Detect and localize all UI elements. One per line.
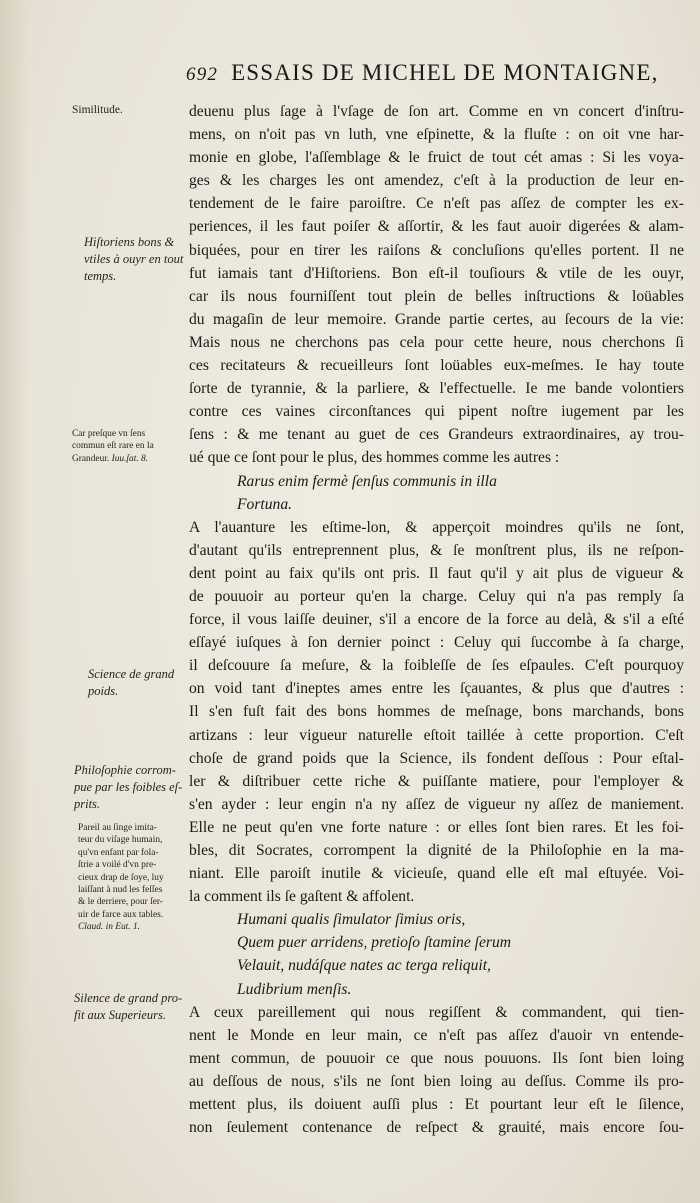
text-line: de pouuoir au porteur qu'en la charge. Celuy qui n'a pas remply ſa [189, 587, 684, 605]
margin-line: Science de grand [88, 667, 175, 681]
text-line: car ils nous fourniſſent tout plein de belles inſtructions & loüables [189, 287, 684, 305]
margin-line: Silence de grand pro- [74, 991, 183, 1005]
text-line: Elle ne peut qu'en vne forte nature : or elles ſont bien rares. Et les foi- [189, 818, 684, 836]
margin-citation: Claud. in Eut. 1. [78, 922, 140, 933]
text-line: A ceux pareillement qui nous regiſſent & commandent, qui tien- [189, 1003, 684, 1021]
page-header [186, 60, 686, 86]
text-line: A l'auanture les eſtime-lon, & apperçoit moindres qu'ils ne ſont, [189, 518, 684, 536]
margin-line [72, 453, 154, 465]
verse-line: Ludibrium menſis. [237, 980, 352, 998]
text-line: mens, on n'oit pas vn luth, vne eſpinette, & la fluſte : on oit vne har- [189, 126, 684, 144]
text-line: deuenu plus ſage à l'vſage de ſon art. Comme en vn concert d'inſtru- [189, 103, 684, 120]
text-line: ment commun, de pouuoir ce que nous pouuons. Ils ſont bien loing [189, 1049, 684, 1067]
margin-note-silence [74, 990, 182, 1024]
text-line: ſorte de tyrannie, & la parliere, & l'effectuelle. Ie me bande volontiers [189, 380, 684, 398]
margin-citation: Iuu.ſat. 8. [111, 453, 149, 464]
margin-line: Philoſophie corrom- [74, 763, 176, 777]
verse-line: Fortuna. [237, 495, 293, 513]
text-line: biquées, pour en tirer les raiſons & concluſions qu'elles portent. Il ne [189, 241, 684, 259]
text-line: ces recitateurs & recueilleurs ſont loüables eux-meſmes. Ie hay toute [189, 357, 684, 375]
text-line: force, il vous laiſſe deuiner, s'il a encore de la force au delà, & s'il a eſté [189, 611, 684, 629]
text-line: niant. Elle paroiſt inutile & vicieuſe, quand elle eſt mal eſtuyée. Voi- [189, 865, 684, 883]
text-line: tendement de le faire paroiſtre. Ce n'eſt pas aſſez de compter les ex- [189, 195, 684, 213]
margin-line: vtiles à ouyr en tout [84, 252, 184, 266]
text-line: bles, dit Socrates, corrompent la dignité de la Philoſophie en la ma- [189, 842, 684, 859]
verse-line: Rarus enim fermè ſenſus communis in illa [237, 472, 497, 490]
verse-line: Humani qualis ſimulator ſimius oris, [237, 911, 466, 929]
margin-line: ſtrie a voilé d'vn pre- [78, 860, 157, 871]
text-line: ler & diſtribuer cette riche & puiſſante matiere, pour l'employer & [189, 772, 684, 790]
margin-line: qu'vn enfant par fola- [78, 847, 159, 858]
margin-line: teur du viſage humain, [78, 835, 163, 846]
page-spine-shadow [0, 0, 28, 1203]
text-line: ué que ce ſont pour le plus, des hommes comme les autres : [189, 449, 560, 467]
text-line: Mais nous ne cherchons pas cela pour cette heure, nous cherchons ſi [189, 333, 684, 351]
text-line: choſe de grand poids que la Science, ils fondent deſſous : Pour eſtal- [189, 749, 684, 767]
body-text [189, 100, 684, 1139]
margin-note-similitude: Similitude. [72, 104, 123, 116]
margin-line-text: Grandeur. [72, 453, 110, 464]
text-line: la comment ils ſe gaſtent & affolent. [189, 888, 415, 906]
text-line: d'autant qu'ils entreprennent plus, & ſe monſtrent plus, ils ne reſpon- [189, 541, 684, 559]
margin-note-rarus [72, 428, 154, 465]
margin-line: pue par les foibles eſ- [74, 780, 183, 794]
margin-note-philosophie [74, 762, 182, 813]
margin-line: prits. [74, 797, 101, 811]
text-line: dent point au faix qu'ils ont pris. Il faut qu'il y ait plus de vigueur & [189, 564, 684, 582]
text-line: au deſſous de nous, s'ils ne ſont bien loing au deſſus. Comme ils pro- [189, 1072, 684, 1090]
text-line: Il s'en fuſt fait des bons hommes de meſnage, bons marchands, bons [189, 703, 684, 721]
margin-line: fit aux Superieurs. [74, 1008, 167, 1022]
verse-line: Quem puer arridens, pretioſo ſtamine ſerum [237, 934, 512, 952]
running-title: ESSAIS DE MICHEL DE MONTAIGNE, [231, 60, 659, 85]
margin-line: uir de farce aux tables. [78, 909, 164, 920]
text-line: s'en ayder : leur engin n'a ny aſſez de vigueur ny aſſez de maniement. [189, 795, 684, 813]
margin-note-historiens [84, 234, 183, 285]
margin-line: & le derriere, pour ſer- [78, 897, 163, 908]
text-line: non ſeulement contenance de reſpect & grauité, mais encore ſou- [189, 1119, 684, 1137]
text-line: eſſayé iuſques à ſon dernier poinct : Celuy qui ſuccombe à ſa charge, [189, 634, 684, 652]
text-line: ges & les charges les ont amendez, c'eſt à la production de leur en- [189, 172, 684, 190]
margin-line: Pareil au ſinge imita- [78, 823, 157, 833]
text-line: ſens : & me tenant au guet de ces Grandeurs extraordinaires, ay trou- [189, 426, 684, 444]
margin-note-pareil [78, 822, 164, 934]
verse-line: Velauit, nudáſque nates ac terga reliquit, [237, 957, 491, 975]
text-line: il deſcouure ſa meſure, & la foibleſſe de ſes eſpaules. C'eſt pourquoy [189, 657, 684, 675]
text-line: du magaſin de leur memoire. Grande partie certes, au ſecours de la vie: [189, 310, 684, 328]
margin-line: Car preſque vn ſens [72, 429, 146, 439]
text-line: nent le Monde en leur main, ce n'eſt pas aſſez d'auoir vn entende- [189, 1026, 684, 1044]
margin-line: temps. [84, 269, 117, 283]
text-line: monie en globe, l'aſſemblage & le fruict de tout cét amas : Si les voya- [189, 149, 684, 167]
text-line: mettent plus, ils doiuent auſſi plus : Et pourtant leur eſt le ſilence, [189, 1096, 684, 1114]
margin-line: cieux drap de ſoye, luy [78, 872, 164, 883]
page-number: 692 [186, 64, 219, 85]
margin-line: Hiſtoriens bons & [84, 235, 175, 249]
margin-note-science [88, 666, 174, 700]
margin-line: poids. [88, 684, 119, 698]
text-line: fut iamais tant d'Hiſtoriens. Bon eſt-il touſiours & vtile de les ouyr, [189, 264, 684, 282]
text-line: on void tant d'ineptes ames entre les ſçauantes, & plus que d'autres : [189, 680, 684, 698]
text-line: periences, il les faut poiſer & aſſortir, & les faut auoir digerées & alam- [189, 218, 684, 236]
text-line: contre ces vaines circonſtances qui pipent noſtre iugement par les [189, 403, 684, 421]
text-line: artizans : leur vigueur naturelle eſtoit taillée à cette proportion. C'eſt [189, 726, 684, 744]
margin-line: laiſſant à nud les feſſes [78, 885, 163, 896]
margin-line: commun eſt rare en la [72, 441, 154, 452]
